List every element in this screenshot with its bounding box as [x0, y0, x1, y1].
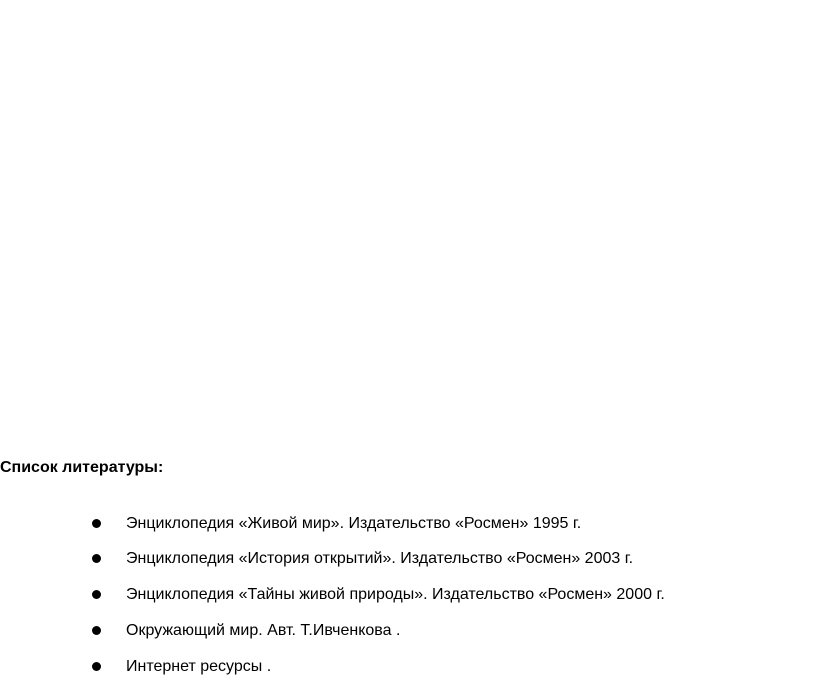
- reference-text: Интернет ресурсы .: [126, 658, 272, 675]
- reference-text: Энциклопедия «Тайны живой природы». Издательство «Росмен» 2000 г.: [126, 586, 665, 603]
- reference-text: Окружающий мир. Авт. Т.Ивченкова .: [126, 622, 401, 639]
- bullet-icon: [92, 626, 101, 635]
- bullet-icon: [92, 590, 101, 599]
- reference-text: Энциклопедия «Живой мир». Издательство «Росмен» 1995 г.: [126, 515, 582, 532]
- bullet-icon: [92, 662, 101, 671]
- bullet-icon: [92, 519, 101, 528]
- reference-text: Энциклопедия «История открытий». Издательство «Росмен» 2003 г.: [126, 550, 634, 567]
- bibliography-heading: Список литературы:: [0, 459, 164, 476]
- bullet-icon: [92, 554, 101, 563]
